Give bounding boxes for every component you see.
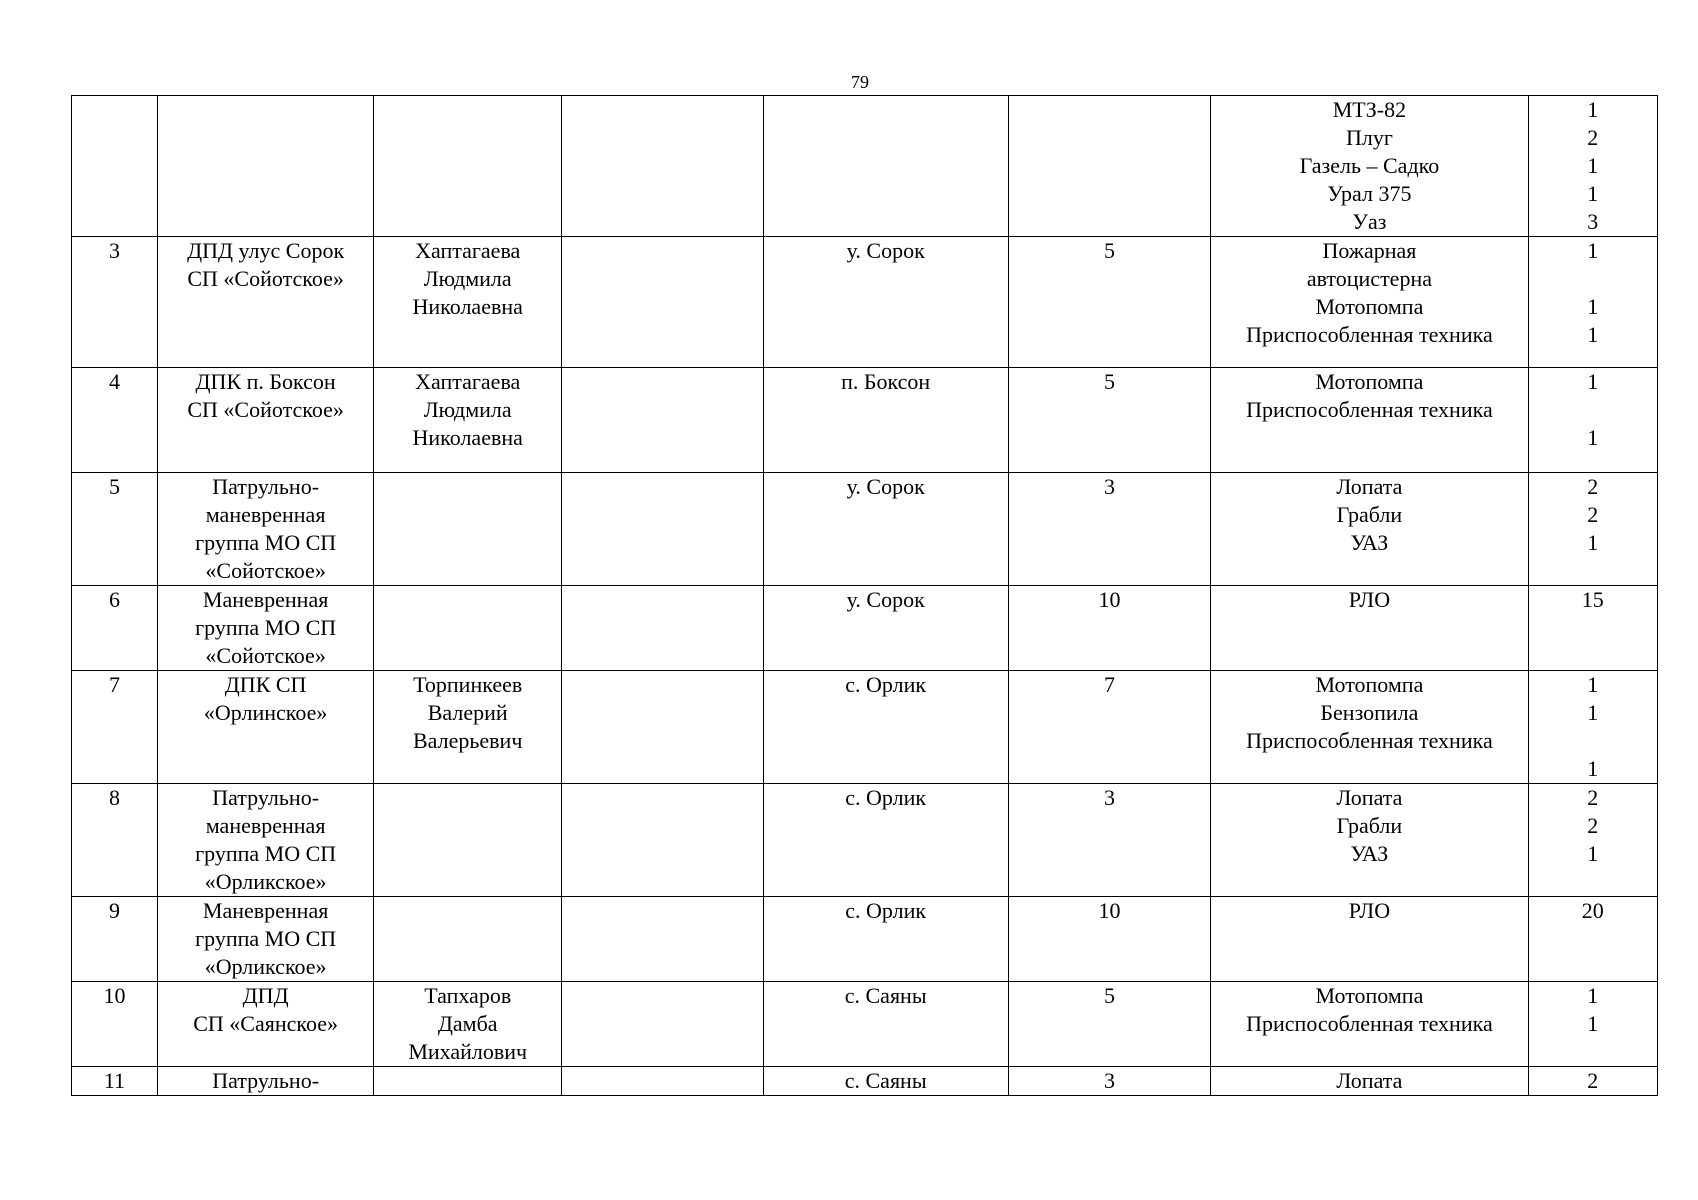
location-cell	[763, 897, 1008, 982]
personnel-count-cell	[1008, 96, 1211, 237]
cell-line: 20	[1581, 898, 1604, 923]
cell-line: 11	[103, 1068, 126, 1093]
cell-line: с. Орлик	[845, 672, 927, 697]
head-name-cell	[374, 982, 562, 1067]
cell-line: Валерьевич	[413, 728, 523, 753]
table-row	[72, 96, 1658, 237]
cell-line: 3	[1104, 785, 1116, 810]
cell-line: 1	[1587, 425, 1599, 450]
equipment-cell	[1211, 784, 1528, 897]
page-number: 79	[851, 72, 869, 92]
row-number-cell	[72, 671, 158, 784]
cell-line: Маневренная	[202, 898, 329, 923]
cell-line: 8	[108, 785, 120, 810]
table-row	[72, 586, 1658, 671]
cell-line: ДПД	[242, 983, 289, 1008]
cell-line: 3	[108, 238, 120, 263]
cell-line: РЛО	[1348, 587, 1391, 612]
cell-line: с. Орлик	[845, 785, 927, 810]
contact-cell	[562, 784, 764, 897]
equipment-cell	[1211, 897, 1528, 982]
cell-line: 4	[108, 369, 120, 394]
table-row	[72, 368, 1658, 473]
contact-cell	[562, 473, 764, 586]
cell-line	[1531, 265, 1655, 293]
cell-line: Патрульно-	[212, 785, 320, 810]
cell-line: 1	[1587, 294, 1599, 319]
cell-line: с. Орлик	[845, 898, 927, 923]
location-cell	[763, 368, 1008, 473]
contact-cell	[562, 586, 764, 671]
personnel-count-cell	[1008, 473, 1211, 586]
equipment-cell	[1211, 671, 1528, 784]
personnel-count-cell	[1008, 237, 1211, 368]
cell-line: 5	[1104, 238, 1116, 263]
cell-line: Грабли	[1336, 502, 1403, 527]
personnel-count-cell	[1008, 1067, 1211, 1096]
cell-line: 5	[1104, 983, 1116, 1008]
cell-line: СП «Саянское»	[193, 1011, 338, 1036]
equipment-cell	[1211, 368, 1528, 473]
cell-line: 1	[1587, 238, 1599, 263]
cell-line: Тапхаров	[424, 983, 512, 1008]
cell-line: 7	[1104, 672, 1116, 697]
cell-line: Мотопомпа	[1315, 672, 1424, 697]
contact-cell	[562, 897, 764, 982]
cell-line: Лопата	[1336, 474, 1403, 499]
row-number-cell	[72, 982, 158, 1067]
cell-line: Николаевна	[412, 294, 523, 319]
location-cell	[763, 96, 1008, 237]
cell-line: маневренная	[205, 502, 326, 527]
cell-line: 3	[1104, 474, 1116, 499]
cell-line: Плуг	[1345, 125, 1393, 150]
cell-line: ДПК п. Боксон	[195, 369, 336, 394]
head-name-cell	[374, 784, 562, 897]
quantity-cell	[1528, 784, 1657, 897]
cell-line: у. Сорок	[846, 474, 925, 499]
cell-line: Приспособленная техника	[1246, 728, 1493, 753]
equipment-cell	[1211, 237, 1528, 368]
cell-line: 10	[1098, 587, 1121, 612]
cell-line: п. Боксон	[841, 369, 931, 394]
cell-line: Приспособленная техника	[1246, 397, 1493, 422]
head-name-cell	[374, 586, 562, 671]
contact-cell	[562, 368, 764, 473]
cell-line: Николаевна	[412, 425, 523, 450]
head-name-cell	[374, 237, 562, 368]
head-name-cell	[374, 96, 562, 237]
cell-line: «Орлинское»	[203, 700, 328, 725]
cell-line: 1	[1587, 672, 1599, 697]
cell-line: у. Сорок	[846, 238, 925, 263]
location-cell	[763, 1067, 1008, 1096]
cell-line: Людмила	[423, 397, 512, 422]
cell-line: «Орликское»	[204, 869, 327, 894]
quantity-cell	[1528, 982, 1657, 1067]
table-body	[72, 96, 1658, 1096]
cell-line: 1	[1587, 322, 1599, 347]
cell-line: Патрульно-	[212, 1068, 320, 1093]
cell-line: 2	[1587, 785, 1599, 810]
cell-line: 5	[1104, 369, 1116, 394]
cell-line	[1531, 727, 1655, 755]
cell-line: МТЗ-82	[1332, 97, 1407, 122]
cell-line: 15	[1581, 587, 1604, 612]
row-number-cell	[72, 368, 158, 473]
cell-line: группа МО СП	[195, 530, 337, 555]
cell-line: Патрульно-	[212, 474, 320, 499]
quantity-cell	[1528, 671, 1657, 784]
cell-line: 1	[1587, 700, 1599, 725]
cell-line: Мотопомпа	[1315, 983, 1424, 1008]
cell-line: 9	[108, 898, 120, 923]
cell-line: Приспособленная техника	[1246, 1011, 1493, 1036]
cell-line: Людмила	[423, 266, 512, 291]
cell-line: «Сойотское»	[205, 643, 326, 668]
equipment-cell	[1211, 473, 1528, 586]
cell-line	[1531, 396, 1655, 424]
cell-line: Пожарная	[1322, 238, 1417, 263]
cell-line: 1	[1587, 1011, 1599, 1036]
personnel-count-cell	[1008, 897, 1211, 982]
cell-line: автоцистерна	[1306, 266, 1432, 291]
cell-line: 7	[108, 672, 120, 697]
cell-line: 1	[1587, 97, 1599, 122]
cell-line: 10	[103, 983, 126, 1008]
row-number-cell	[72, 897, 158, 982]
cell-line: 1	[1587, 369, 1599, 394]
unit-name-cell	[157, 1067, 373, 1096]
location-cell	[763, 671, 1008, 784]
cell-line: 1	[1587, 153, 1599, 178]
cell-line: Торпинкеев	[413, 672, 523, 697]
quantity-cell	[1528, 1067, 1657, 1096]
contact-cell	[562, 1067, 764, 1096]
unit-name-cell	[157, 368, 373, 473]
cell-line: Урал 375	[1327, 181, 1412, 206]
quantity-cell	[1528, 586, 1657, 671]
row-number-cell	[72, 586, 158, 671]
cell-line: группа МО СП	[195, 926, 337, 951]
cell-line: 6	[108, 587, 120, 612]
cell-line: 2	[1587, 125, 1599, 150]
head-name-cell	[374, 897, 562, 982]
cell-line: Мотопомпа	[1315, 294, 1424, 319]
cell-line: группа МО СП	[195, 615, 337, 640]
cell-line: 1	[1587, 983, 1599, 1008]
contact-cell	[562, 96, 764, 237]
cell-line: 5	[108, 474, 120, 499]
contact-cell	[562, 237, 764, 368]
cell-line: ДПД улус Сорок	[187, 238, 345, 263]
cell-line: Хаптагаева	[415, 369, 521, 394]
unit-name-cell	[157, 897, 373, 982]
personnel-count-cell	[1008, 982, 1211, 1067]
table-row	[72, 671, 1658, 784]
row-number-cell	[72, 473, 158, 586]
cell-line: 2	[1587, 1068, 1599, 1093]
table-row	[72, 237, 1658, 368]
cell-line: 1	[1587, 841, 1599, 866]
quantity-cell	[1528, 368, 1657, 473]
cell-line: СП «Сойотское»	[187, 397, 344, 422]
quantity-cell	[1528, 473, 1657, 586]
location-cell	[763, 586, 1008, 671]
personnel-count-cell	[1008, 784, 1211, 897]
equipment-cell	[1211, 1067, 1528, 1096]
cell-line: ДПК СП	[224, 672, 307, 697]
cell-line: с. Саяны	[844, 1068, 927, 1093]
cell-line: УАЗ	[1350, 841, 1389, 866]
cell-line: 1	[1587, 530, 1599, 555]
cell-line: маневренная	[205, 813, 326, 838]
table-row	[72, 473, 1658, 586]
cell-line: с. Саяны	[844, 983, 927, 1008]
unit-name-cell	[157, 473, 373, 586]
location-cell	[763, 237, 1008, 368]
cell-line: Приспособленная техника	[1246, 322, 1493, 347]
head-name-cell	[374, 1067, 562, 1096]
head-name-cell	[374, 368, 562, 473]
cell-line: Мотопомпа	[1315, 369, 1424, 394]
unit-name-cell	[157, 237, 373, 368]
cell-line: 1	[1587, 181, 1599, 206]
table-row	[72, 784, 1658, 897]
personnel-count-cell	[1008, 368, 1211, 473]
location-cell	[763, 473, 1008, 586]
contact-cell	[562, 982, 764, 1067]
table-row	[72, 1067, 1658, 1096]
unit-name-cell	[157, 982, 373, 1067]
cell-line: «Орликское»	[204, 954, 327, 979]
personnel-count-cell	[1008, 586, 1211, 671]
cell-line: Лопата	[1336, 1068, 1403, 1093]
contact-cell	[562, 671, 764, 784]
row-number-cell	[72, 1067, 158, 1096]
unit-name-cell	[157, 671, 373, 784]
cell-line: Хаптагаева	[415, 238, 521, 263]
personnel-count-cell	[1008, 671, 1211, 784]
table-row	[72, 982, 1658, 1067]
cell-line: 2	[1587, 474, 1599, 499]
row-number-cell	[72, 784, 158, 897]
unit-name-cell	[157, 784, 373, 897]
cell-line: 2	[1587, 813, 1599, 838]
cell-line: Лопата	[1336, 785, 1403, 810]
cell-line: Грабли	[1336, 813, 1403, 838]
cell-line: 3	[1587, 209, 1599, 234]
unit-name-cell	[157, 586, 373, 671]
row-number-cell	[72, 96, 158, 237]
location-cell	[763, 784, 1008, 897]
equipment-cell	[1211, 982, 1528, 1067]
cell-line: 1	[1587, 756, 1599, 781]
cell-line: Газель – Садко	[1299, 153, 1440, 178]
cell-line: Уаз	[1352, 209, 1387, 234]
cell-line: Маневренная	[202, 587, 329, 612]
cell-line: Дамба	[437, 1011, 498, 1036]
cell-line: группа МО СП	[195, 841, 337, 866]
cell-line: Михайлович	[408, 1039, 528, 1064]
resources-table	[71, 95, 1658, 1096]
location-cell	[763, 982, 1008, 1067]
cell-line: УАЗ	[1350, 530, 1389, 555]
equipment-cell	[1211, 586, 1528, 671]
cell-line: «Сойотское»	[205, 558, 326, 583]
quantity-cell	[1528, 237, 1657, 368]
cell-line: у. Сорок	[846, 587, 925, 612]
cell-line: СП «Сойотское»	[187, 266, 344, 291]
cell-line: 10	[1098, 898, 1121, 923]
head-name-cell	[374, 473, 562, 586]
head-name-cell	[374, 671, 562, 784]
cell-line: 2	[1587, 502, 1599, 527]
equipment-cell	[1211, 96, 1528, 237]
row-number-cell	[72, 237, 158, 368]
cell-line: Бензопила	[1320, 700, 1419, 725]
table-row	[72, 897, 1658, 982]
cell-line: 3	[1104, 1068, 1116, 1093]
cell-line: РЛО	[1348, 898, 1391, 923]
cell-line: Валерий	[427, 700, 508, 725]
unit-name-cell	[157, 96, 373, 237]
quantity-cell	[1528, 96, 1657, 237]
quantity-cell	[1528, 897, 1657, 982]
